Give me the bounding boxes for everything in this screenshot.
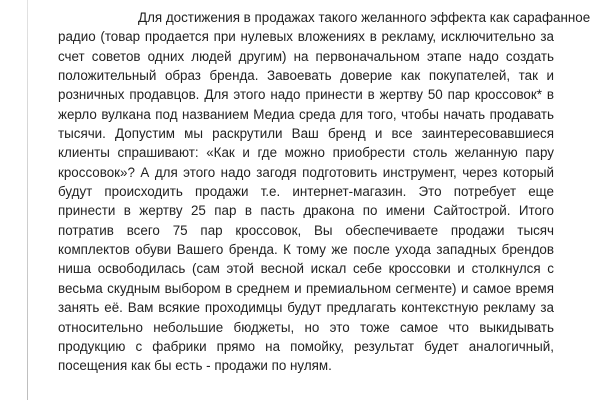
paragraph-line: клиенты спрашивают: «Как и где можно приобрести столь желанную пару: [58, 145, 554, 161]
paragraph-line: кроссовок»? А для этого надо загодя подготовить инструмент, через который: [58, 164, 554, 180]
paragraph-line: розничных продавцов. Для этого надо принести в жертву 50 пар кроссовок* в: [58, 87, 554, 103]
paragraph-line: тысячи. Допустим мы раскрутили Ваш бренд и все заинтересовавшиеся: [58, 126, 554, 142]
paragraph-line: посещения как бы есть - продажи по нулям.: [58, 358, 332, 374]
paragraph-line: ниша освободилась (сам этой весной искал себе кроссовки и столкнулся с: [58, 261, 554, 277]
paragraph-line: потратив всего 75 пар кроссовок, Вы обеспечиваете продажи тысяч: [58, 222, 554, 238]
paragraph-line: весьма скудным выбором в среднем и премиальном сегменте) и самое время: [58, 280, 554, 296]
paragraph-line: счет советов одних людей другим) на первоначальном этапе надо создать: [58, 48, 554, 64]
paragraph-line: занять её. Вам всякие проходимцы будут предлагать контекстную рекламу за: [58, 300, 554, 316]
page-edge-divider: [27, 0, 28, 400]
paragraph-line: продукцию с фабрики прямо на помойку, результат будет аналогичный,: [58, 338, 554, 354]
paragraph-line: будут происходить продажи т.е. интернет-магазин. Это потребует еще: [58, 184, 554, 200]
paragraph-line: положительный образ бренда. Завоевать доверие как покупателей, так и: [58, 68, 554, 84]
paragraph-line: относительно небольшие бюджеты, но это тоже самое что выкидывать: [58, 319, 554, 335]
paragraph-line: радио (товар продается при нулевых вложениях в рекламу, исключительно за: [58, 29, 554, 45]
paragraph-line: Для достижения в продажах такого желанного эффекта как сарафанное: [138, 10, 591, 25]
paragraph-line: жерло вулкана под названием Медиа среда для того, чтобы начать продавать: [58, 106, 554, 122]
paragraph-line: комплектов обуви Вашего бренда. К тому же после ухода западных брендов: [58, 242, 554, 258]
paragraph-line: принести в жертву 25 пар в пасть дракона по имени Сайтострой. Итого: [58, 203, 554, 219]
paragraph: [58, 8, 591, 376]
